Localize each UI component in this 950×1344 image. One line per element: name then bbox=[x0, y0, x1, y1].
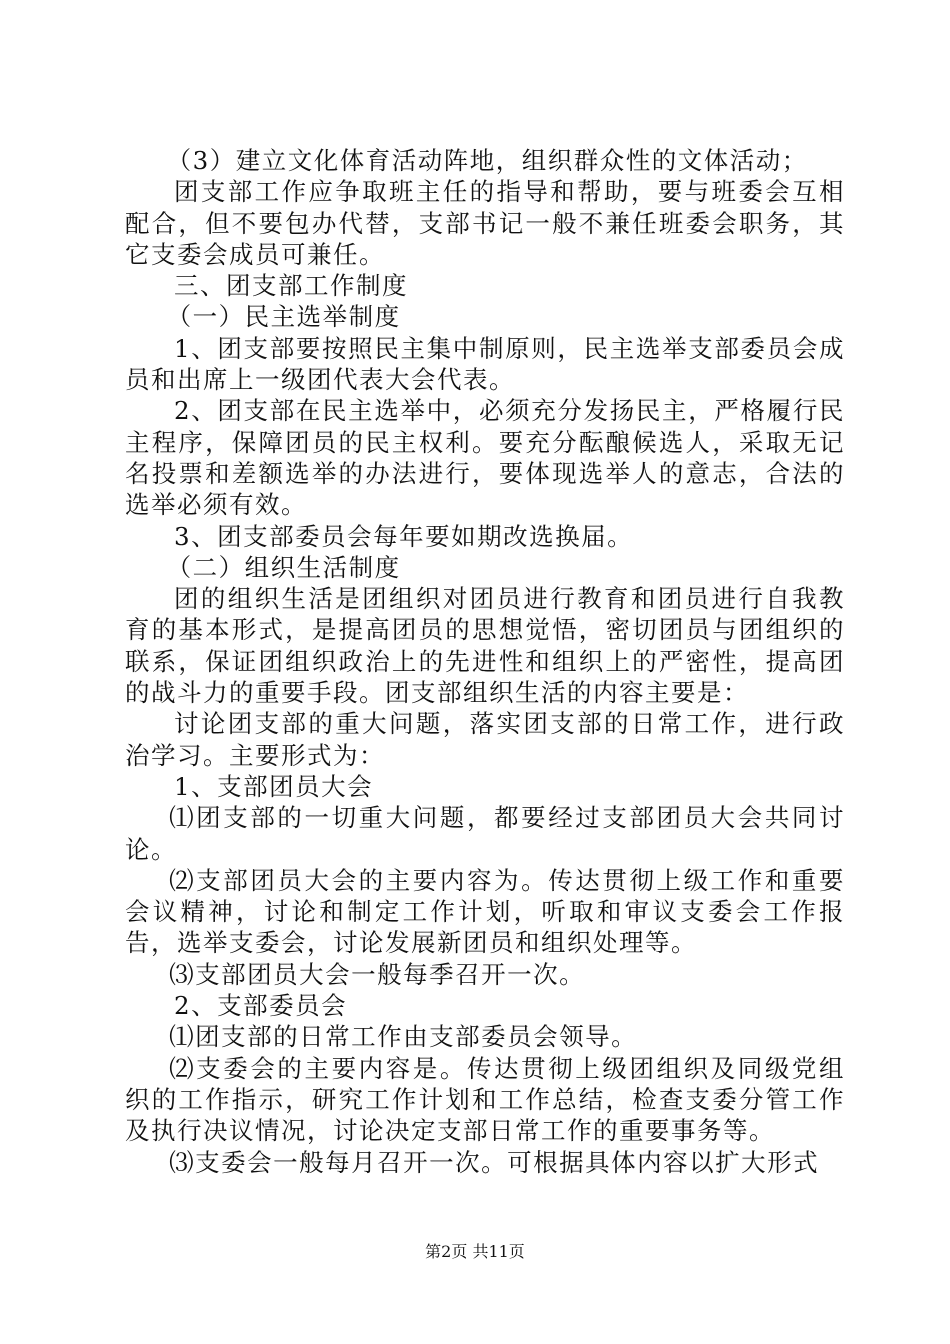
subsection-heading: （一）民主选举制度 bbox=[166, 302, 401, 332]
paragraph: 2、团支部在民主选举中，必须充分发扬民主，严格履行民主程序，保障团员的民主权利。要充分酝酿候选人，采取无记名投票和差额选举的办法进行，要体现选举人的意志，合法的选举必须有效。 bbox=[125, 396, 845, 520]
list-item: ⑴团支部的日常工作由支部委员会领导。 bbox=[169, 1022, 638, 1052]
section-heading: 三、团支部工作制度 bbox=[174, 271, 408, 301]
page-number: 第2页 共11页 bbox=[425, 1242, 525, 1261]
list-item: ⑶支委会一般每月召开一次。可根据具体内容以扩大形式 bbox=[169, 1147, 820, 1177]
list-heading: 2、支部委员会 bbox=[174, 991, 348, 1021]
list-item: ⑵支委会的主要内容是。传达贯彻上级团组织及同级党组织的工作指示，研究工作计划和工作总结，检查支委分管工作及执行决议情况，讨论决定支部日常工作的重要事务等。 bbox=[125, 1053, 845, 1146]
paragraph: 1、团支部要按照民主集中制原则，民主选举支部委员会成员和出席上一级团代表大会代表。 bbox=[125, 333, 845, 395]
paragraph: 3、团支部委员会每年要如期改选换届。 bbox=[174, 521, 634, 551]
list-item: ⑴团支部的一切重大问题，都要经过支部团员大会共同讨论。 bbox=[125, 803, 845, 864]
paragraph: （3）建立文化体育活动阵地，组织群众性的文体活动； bbox=[166, 146, 808, 175]
paragraph: 团支部工作应争取班主任的指导和帮助，要与班委会互相配合，但不要包办代替，支部书记一般不兼任班委会职务，其它支委会成员可兼任。 bbox=[125, 177, 845, 269]
list-item: ⑵支部团员大会的主要内容为。传达贯彻上级工作和重要会议精神，讨论和制定工作计划，听取和审议支委会工作报告，选举支委会，讨论发展新团员和组织处理等。 bbox=[125, 865, 845, 958]
document-body bbox=[125, 145, 845, 1178]
subsection-heading: （二）组织生活制度 bbox=[166, 552, 401, 582]
list-item: ⑶支部团员大会一般每季召开一次。 bbox=[169, 959, 586, 989]
paragraph: 团的组织生活是团组织对团员进行教育和团员进行自我教育的基本形式，是提高团员的思想觉悟，密切团员与团组织的联系，保证团组织政治上的先进性和组织上的严密性，提高团的战斗力的重要手段。团支部组织生活的内容主要是： bbox=[125, 584, 845, 708]
list-heading: 1、支部团员大会 bbox=[174, 771, 374, 801]
paragraph: 讨论团支部的重大问题，落实团支部的日常工作，进行政治学习。主要形式为： bbox=[125, 709, 845, 770]
